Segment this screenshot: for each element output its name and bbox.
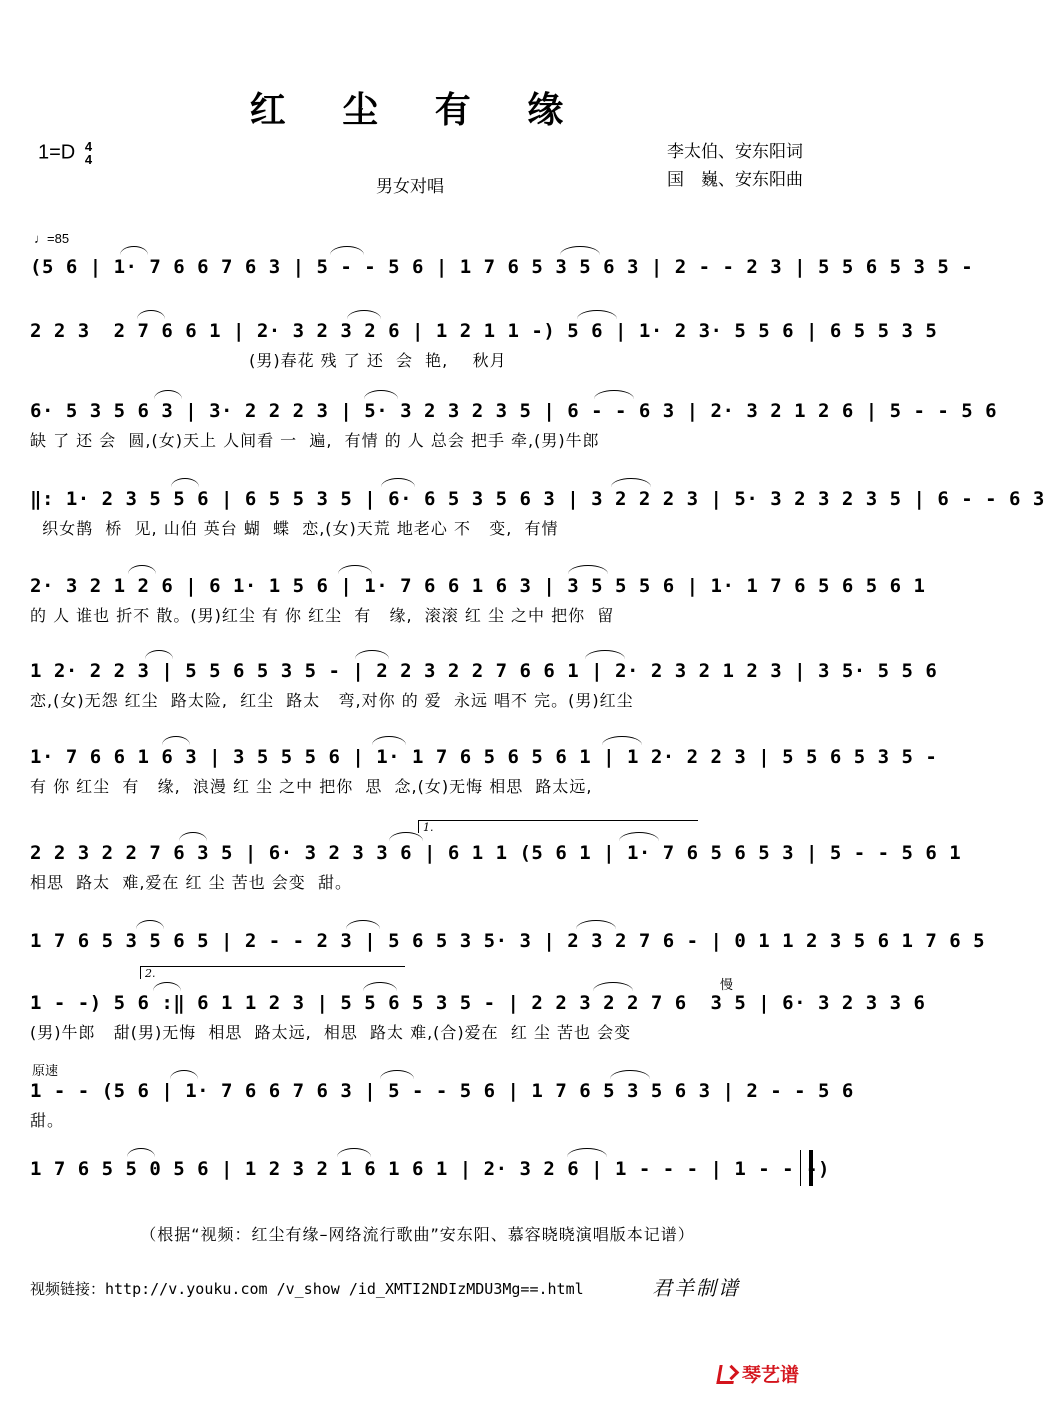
lyricist: 李太伯、安东阳词: [667, 142, 803, 162]
slur-mark: [568, 565, 608, 574]
slur-mark: [577, 310, 617, 319]
credits: [667, 138, 803, 194]
tempo-marking: ♩=85: [34, 231, 70, 246]
slur-mark: [593, 982, 633, 991]
slur-mark: [389, 832, 423, 841]
slur-mark: [337, 1148, 371, 1157]
lyrics-line: 的 人 谁也 折不 散。(男)红尘 有 你 红尘 有 缘, 滚滚 红 尘 之中 把你 留: [30, 606, 615, 625]
lyrics-line: 相思 路太 难,爱在 红 尘 苦也 会变 甜。: [30, 873, 352, 892]
time-top: 4: [84, 139, 93, 154]
slur-mark: [145, 650, 173, 659]
slur-mark: [127, 1148, 155, 1157]
final-barline: [800, 1150, 813, 1186]
slur-mark: [136, 920, 164, 929]
arranger-stamp: 君羊制谱: [652, 1276, 740, 1300]
time-signature: [85, 140, 92, 166]
notation-line: 2· 3 2 1 2 6 | 6 1· 1 5 6 | 1· 7 6 6 1 6 3 | 3 5 5 5 6 | 1· 1 7 6 5 6 5 6 1: [30, 575, 926, 597]
voice-type: 男女对唱: [376, 177, 444, 197]
notation-line: ‖: 1· 2 3 5 5 6 | 6 5 5 3 5 | 6· 6 5 3 5 6 3 | 3 2 2 2 3 | 5· 3 2 3 2 3 5 | 6 - - 6 3: [30, 488, 1045, 510]
volta-first-ending: 1.: [418, 820, 698, 833]
slur-mark: [330, 246, 364, 255]
brand-watermark: [716, 1360, 799, 1387]
lyrics-line: 甜。: [30, 1111, 65, 1130]
slur-mark: [585, 650, 625, 659]
lyrics-line: 恋,(女)无怨 红尘 路太险, 红尘 路太 弯,对你 的 爱 永远 唱不 完。(男)红尘: [30, 691, 634, 710]
slur-mark: [381, 478, 415, 487]
slur-mark: [576, 920, 616, 929]
notation-line: 6· 5 3 5 6 3 | 3· 2 2 2 3 | 5· 3 2 3 2 3 5 | 6 - - 6 3 | 2· 3 2 1 2 6 | 5 - - 5 6: [30, 400, 998, 422]
slur-mark: [619, 832, 659, 841]
slur-mark: [364, 390, 398, 399]
key-label: 1=D: [38, 141, 76, 164]
notation-line: 1 - - (5 6 | 1· 7 6 6 7 6 3 | 5 - - 5 6 | 1 7 6 5 3 5 6 3 | 2 - - 5 6: [30, 1080, 854, 1102]
key-signature: [38, 140, 92, 166]
slur-mark: [154, 390, 182, 399]
volta-second-ending: 2.: [140, 966, 405, 979]
notation-line: 2 2 3 2 7 6 6 1 | 2· 3 2 3 2 6 | 1 2 1 1 -) 5 6 | 1· 2 3· 5 5 6 | 6 5 5 3 5: [30, 320, 938, 342]
notation-line: 1 7 6 5 5 0 5 6 | 1 2 3 2 1 6 1 6 1 | 2· 3 2 6 | 1 - - - | 1 - - -): [30, 1158, 830, 1180]
notation-line: 2 2 3 2 2 7 6 3 5 | 6· 3 2 3 3 6 | 6 1 1 (5 6 1 | 1· 7 6 5 6 5 3 | 5 - - 5 6 1: [30, 842, 962, 864]
slur-mark: [560, 246, 600, 255]
brand-name: 琴艺谱: [742, 1364, 800, 1386]
slur-mark: [611, 478, 651, 487]
slur-mark: [137, 310, 165, 319]
time-bottom: 4: [84, 152, 93, 167]
slur-mark: [120, 246, 148, 255]
video-link[interactable]: 视频链接：http://v.youku.com /v_show /id_XMTI2NDIzMDU3Mg==.html: [30, 1280, 584, 1298]
slur-mark: [338, 565, 372, 574]
composer: 国 巍、安东阳曲: [667, 170, 803, 190]
lyrics-line: 织女鹊 桥 见, 山伯 英台 蝴 蝶 恋,(女)天荒 地老心 不 变, 有情: [30, 519, 559, 538]
score-title: 红 尘 有 缘: [249, 89, 586, 131]
slur-mark: [162, 736, 190, 745]
slur-mark: [610, 1070, 650, 1079]
slur-mark: [153, 982, 181, 991]
notation-line: 1 - -) 5 6 :‖ 6 1 1 2 3 | 5 5 6 5 3 5 - | 2 2 3 2 2 7 6 3 5 | 6· 3 2 3 3 6: [30, 992, 926, 1014]
slur-mark: [355, 650, 389, 659]
notation-line: 1 2· 2 2 3 | 5 5 6 5 3 5 - | 2 2 3 2 2 7 6 6 1 | 2· 2 3 2 1 2 3 | 3 5· 5 5 6: [30, 660, 938, 682]
slur-mark: [170, 1070, 198, 1079]
slur-mark: [363, 982, 397, 991]
slur-mark: [347, 310, 381, 319]
source-note: （根据“视频：红尘有缘–网络流行歌曲”安东阳、慕容晓晓演唱版本记谱）: [140, 1225, 695, 1244]
slur-mark: [179, 832, 207, 841]
slur-mark: [171, 478, 199, 487]
slur-mark: [602, 736, 642, 745]
slow-marking: 慢: [720, 978, 734, 993]
slur-mark: [567, 1148, 607, 1157]
slur-mark: [346, 920, 380, 929]
notation-line: 1· 7 6 6 1 6 3 | 3 5 5 5 6 | 1· 1 7 6 5 6 5 6 1 | 1 2· 2 2 3 | 5 5 6 5 3 5 -: [30, 746, 938, 768]
slur-mark: [380, 1070, 414, 1079]
notation-line: 1 7 6 5 3 5 6 5 | 2 - - 2 3 | 5 6 5 3 5· 3 | 2 3 2 7 6 - | 0 1 1 2 3 5 6 1 7 6 5: [30, 930, 986, 952]
notation-line: (5 6 | 1· 7 6 6 7 6 3 | 5 - - 5 6 | 1 7 6 5 3 5 6 3 | 2 - - 2 3 | 5 5 6 5 3 5 -: [30, 256, 974, 278]
slur-mark: [372, 736, 406, 745]
brand-logo-icon: [716, 1363, 738, 1385]
slur-mark: [594, 390, 634, 399]
lyrics-line: (男)牛郎 甜(男)无悔 相思 路太远, 相思 路太 难,(合)爱在 红 尘 苦也 会变: [30, 1023, 632, 1042]
lyrics-line: 缺 了 还 会 圆,(女)天上 人间看 一 遍, 有情 的 人 总会 把手 牵,(男)牛郎: [30, 431, 600, 450]
original-tempo-marking: 原速: [32, 1064, 59, 1079]
slur-mark: [128, 565, 156, 574]
lyrics-line: (男)春花 残 了 还 会 艳, 秋月: [30, 351, 507, 370]
lyrics-line: 有 你 红尘 有 缘, 浪漫 红 尘 之中 把你 思 念,(女)无悔 相思 路太远,: [30, 777, 593, 796]
